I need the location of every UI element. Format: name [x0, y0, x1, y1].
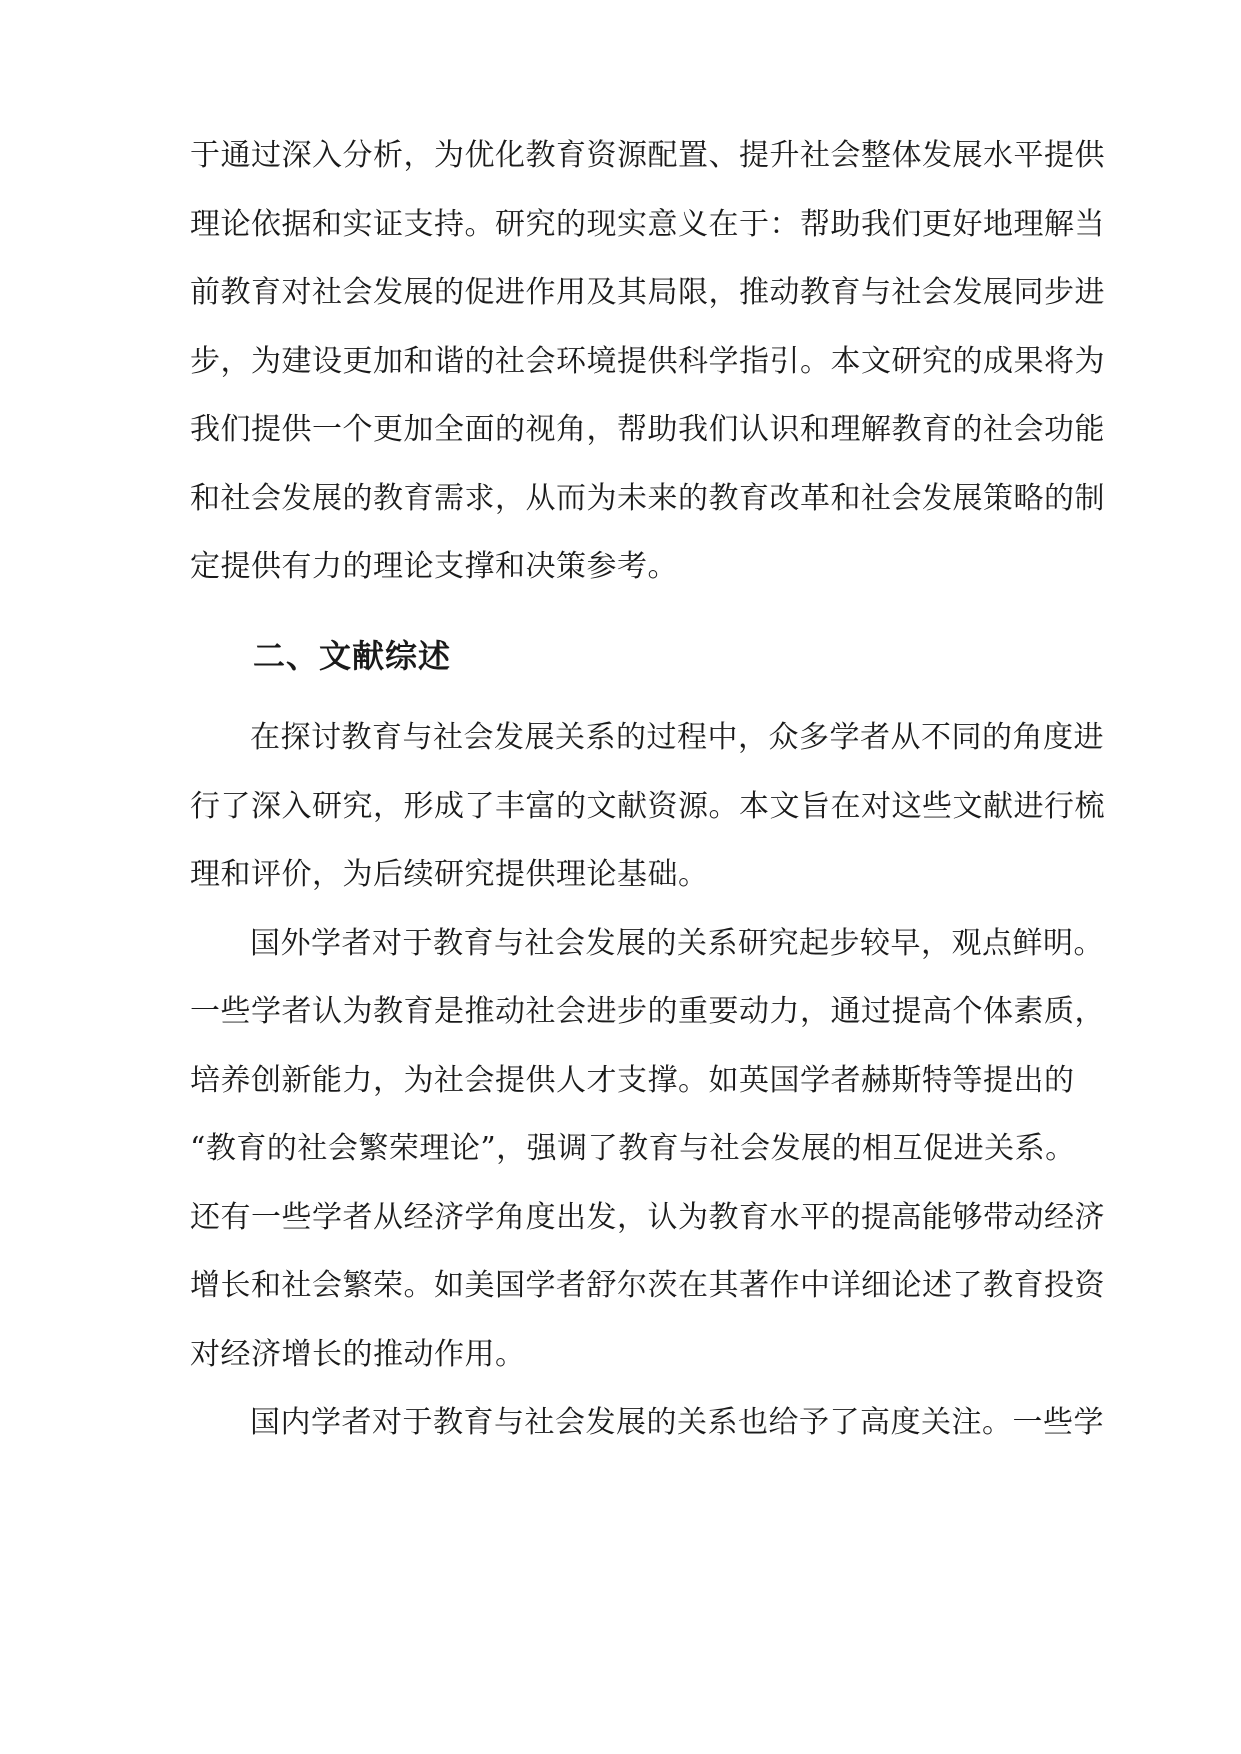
paragraph-line: 在探讨教育与社会发展关系的过程中，众多学者从不同的角度进	[250, 720, 1104, 755]
paragraph-line: 对经济增长的推动作用。	[190, 1337, 526, 1372]
paragraph-line: 一些学者认为教育是推动社会进步的重要动力，通过提高个体素质，	[190, 994, 1105, 1029]
paragraph-line: 增长和社会繁荣。如美国学者舒尔茨在其著作中详细论述了教育投资	[190, 1268, 1105, 1303]
paragraph-line: 和社会发展的教育需求，从而为未来的教育改革和社会发展策略的制	[190, 481, 1105, 516]
paragraph-line: 还有一些学者从经济学角度出发，认为教育水平的提高能够带动经济	[190, 1200, 1105, 1235]
paragraph-line: 国内学者对于教育与社会发展的关系也给予了高度关注。一些学	[250, 1405, 1104, 1440]
paragraph-line: 国外学者对于教育与社会发展的关系研究起步较早，观点鲜明。	[250, 926, 1104, 961]
paragraph-line: 理和评价，为后续研究提供理论基础。	[190, 857, 709, 892]
paragraph-line: 于通过深入分析，为优化教育资源配置、提升社会整体发展水平提供	[190, 138, 1105, 173]
section-heading: 二、文献综述	[253, 637, 452, 675]
paragraph-line: 培养创新能力，为社会提供人才支撑。如英国学者赫斯特等提出的	[190, 1063, 1075, 1098]
paragraph-line: 理论依据和实证支持。研究的现实意义在于：帮助我们更好地理解当	[190, 207, 1105, 242]
paragraph-line: 步，为建设更加和谐的社会环境提供科学指引。本文研究的成果将为	[190, 344, 1105, 379]
paragraph-line: 行了深入研究，形成了丰富的文献资源。本文旨在对这些文献进行梳	[190, 789, 1105, 824]
paragraph-line: 前教育对社会发展的促进作用及其局限，推动教育与社会发展同步进	[190, 275, 1105, 310]
paragraph-line: “教育的社会繁荣理论”，强调了教育与社会发展的相互促进关系。	[190, 1131, 1076, 1166]
paragraph-line: 定提供有力的理论支撑和决策参考。	[190, 549, 678, 584]
paragraph-line: 我们提供一个更加全面的视角，帮助我们认识和理解教育的社会功能	[190, 412, 1105, 447]
